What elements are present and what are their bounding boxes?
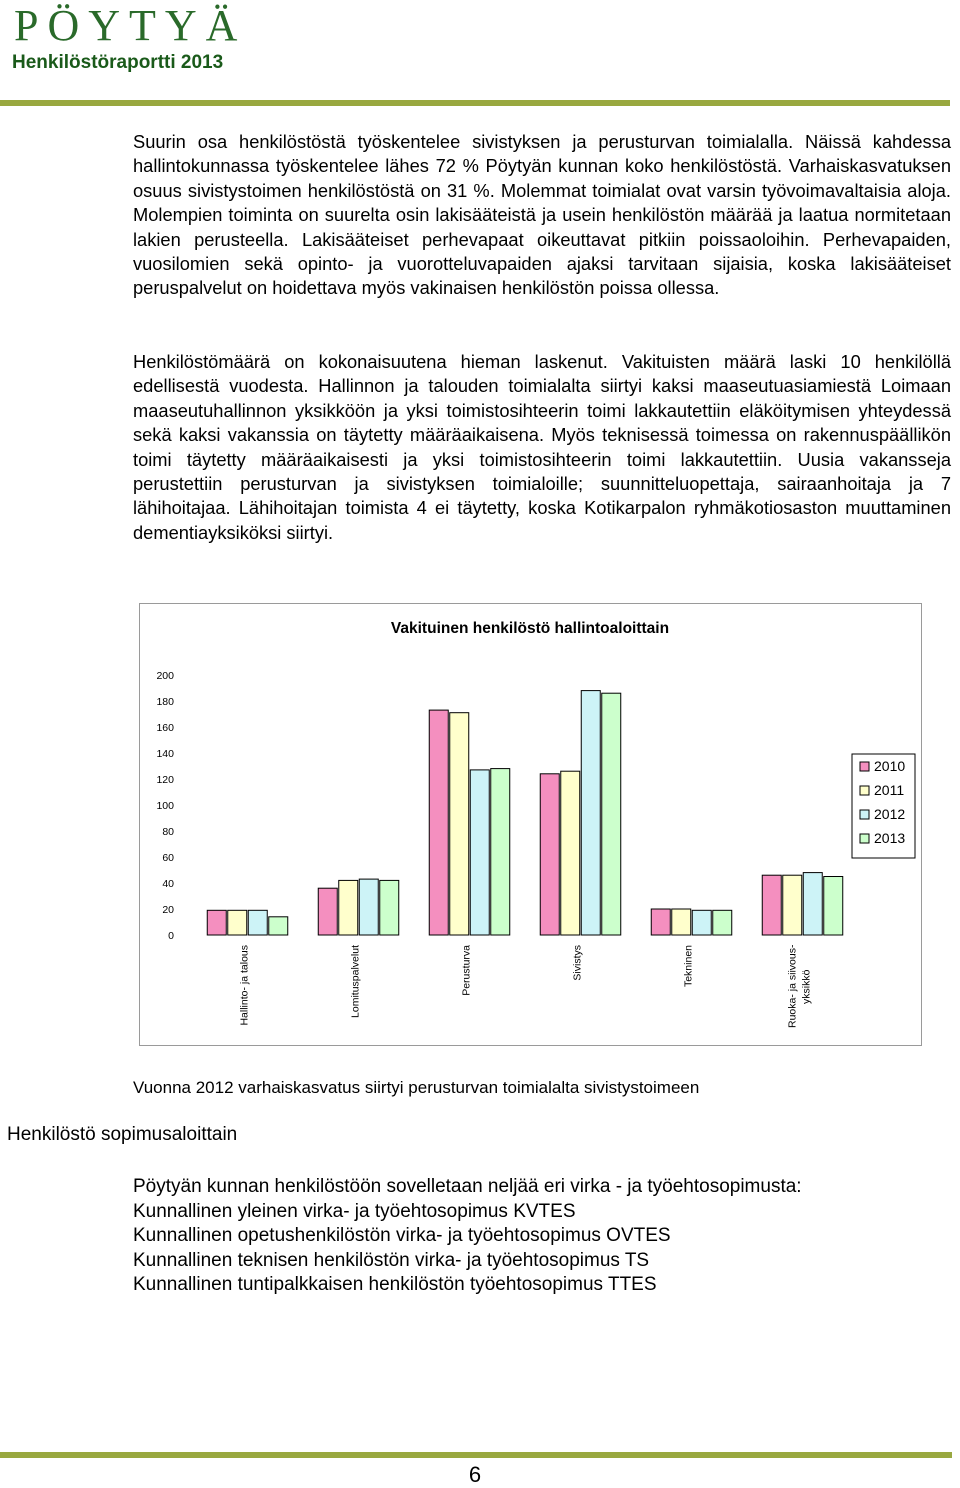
- bar: [803, 873, 822, 935]
- agreement-item: Kunnallinen opetushenkilöstön virka- ja työehtosopimus OVTES: [133, 1225, 671, 1246]
- x-tick-label: Perusturva: [460, 945, 473, 996]
- bar: [359, 879, 378, 935]
- header-divider: [0, 100, 950, 106]
- bar: [651, 909, 670, 935]
- x-tick-label: Lomituspalvelut: [349, 945, 362, 1018]
- report-title: Henkilöstöraportti 2013: [12, 52, 224, 73]
- y-tick-label: 120: [156, 774, 174, 786]
- legend-label: 2012: [874, 806, 906, 822]
- legend-swatch: [860, 786, 869, 795]
- y-tick-label: 20: [162, 904, 174, 916]
- section-heading: Henkilöstö sopimusaloittain: [7, 1124, 238, 1145]
- bar: [540, 774, 559, 935]
- agreement-item: Kunnallinen tuntipalkkaisen henkilöstön työehtosopimus TTES: [133, 1274, 657, 1295]
- y-tick-label: 80: [162, 826, 174, 838]
- x-tick-label: yksikkö: [800, 969, 813, 1004]
- bar: [228, 910, 247, 935]
- bar: [762, 875, 781, 935]
- legend-label: 2011: [874, 782, 905, 798]
- bar: [491, 769, 510, 935]
- y-tick-label: 160: [156, 722, 174, 734]
- bar: [602, 693, 621, 935]
- chart-title: Vakituinen henkilöstö hallintoaloittain: [390, 620, 670, 637]
- bar: [783, 875, 802, 935]
- bar: [581, 691, 600, 935]
- bar: [380, 880, 399, 935]
- page-number: 6: [468, 1462, 482, 1487]
- y-tick-label: 100: [156, 800, 174, 812]
- agreement-item: Kunnallinen yleinen virka- ja työehtosopimus KVTES: [133, 1200, 576, 1222]
- bar: [561, 771, 580, 935]
- legend-swatch: [860, 834, 869, 843]
- legend-swatch: [860, 762, 869, 771]
- y-tick-label: 180: [156, 696, 174, 708]
- bar: [339, 880, 358, 935]
- x-tick-label: Hallinto- ja talous: [238, 945, 251, 1026]
- bar: [672, 909, 691, 935]
- bar: [269, 917, 288, 935]
- paragraph-1: Suurin osa henkilöstöstä työskentelee sivistyksen ja perusturvan toimialalla. Näissä kahdessa hallintokunnassa työskentelee lähes 72 % Pöytyän kunnan koko henkilöstöstä. Varhaiskasvatuksen osuus sivistystoimen henkilöstöstä on 31 %. Molemmat toimialat ovat varsin työvoimavaltaisia aloja. Molempien toiminta on suurelta osin lakisääteistä ja usein henkilöstön määrää ja laatua normitetaan lakien perusteella. Lakisääteiset perhevapaat oikeuttavat pitkiin poissaoloihin. Perhevapaiden, vuosilomien sekä opinto- ja vuorotteluvapaiden ajaksi tarvitaan sijaisia, koska lakisääteiset peruspalvelut on hoidettava myös vakinaisen henkilöstön poissa ollessa.: [133, 131, 951, 299]
- agreement-item: Kunnallinen teknisen henkilöstön virka- ja työehtosopimus TS: [133, 1249, 650, 1271]
- bar: [318, 888, 337, 935]
- bar: [429, 710, 448, 935]
- y-tick-label: 60: [162, 852, 174, 864]
- legend-label: 2013: [874, 830, 906, 846]
- y-tick-label: 140: [156, 748, 174, 760]
- bar-chart-svg: [140, 604, 921, 1045]
- chart: [139, 603, 922, 1046]
- y-tick-label: 40: [162, 878, 174, 890]
- bar: [824, 877, 843, 936]
- logo: PÖYTYÄ: [14, 1, 247, 50]
- x-tick-label: Sivistys: [571, 945, 584, 981]
- legend-swatch: [860, 810, 869, 819]
- x-tick-label: Tekninen: [682, 945, 695, 988]
- y-tick-label: 0: [168, 930, 174, 942]
- agreements-intro: Pöytyän kunnan henkilöstöön sovelletaan neljää eri virka - ja työehtosopimusta:: [133, 1176, 802, 1197]
- bar: [207, 910, 226, 935]
- bar: [713, 910, 732, 935]
- bar: [248, 910, 267, 935]
- y-tick-label: 200: [156, 670, 174, 682]
- chart-caption: Vuonna 2012 varhaiskasvatus siirtyi perusturvan toimialalta sivistystoimeen: [133, 1078, 700, 1097]
- bar: [470, 770, 489, 935]
- paragraph-2: Henkilöstömäärä on kokonaisuutena hieman laskenut. Vakituisten määrä laski 10 henkilöllä edellisestä vuodesta. Hallinnon ja talouden toimialalta siirtyi kaksi maaseutuasiamiestä Loimaan maaseutuhallinnon yksikköön ja yksi toimistosihteerin toimi lakkautettiin eläköitymisen yhteydessä sekä kaksi vakanssia on täytetty määräaikaisena. Myös teknisessä toimessa on rakennuspäällikön toimi täytetty määräaikaisesti ja yksi toimistosihteerin toimi lakkautettiin. Uusia vakansseja perustettiin perusturvan ja sivistyksen toimialoille; suunnitteluopettaja, sairaanhoitaja ja 7 lähihoitajaa. Lähihoitajan toimista 4 ei täytetty, koska Kotikarpalon ryhmäkotiosaston muuttaminen dementiayksiköksi siirtyi.: [133, 351, 951, 543]
- bar: [450, 713, 469, 935]
- bar: [692, 910, 711, 935]
- legend-label: 2010: [874, 758, 906, 774]
- x-tick-label: Ruoka- ja siivous-: [786, 944, 799, 1028]
- footer-divider: [0, 1452, 952, 1458]
- agreements-list: [133, 1175, 802, 1298]
